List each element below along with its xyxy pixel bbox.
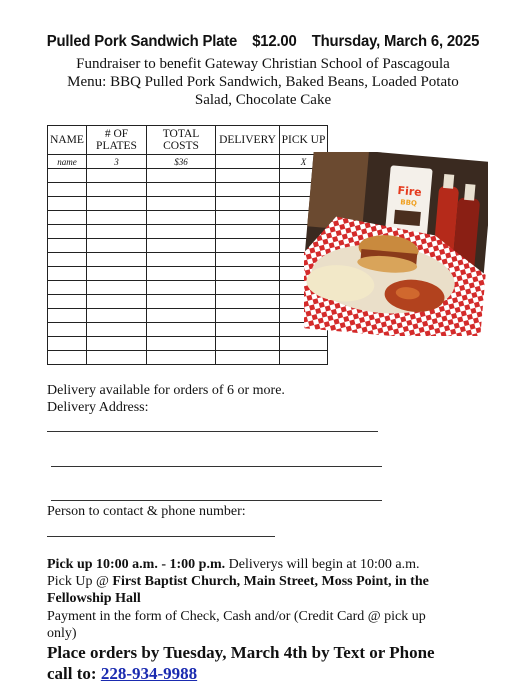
blank-order-row bbox=[48, 337, 328, 351]
col-name-header: NAME bbox=[48, 126, 87, 155]
order-cell[interactable] bbox=[216, 323, 280, 337]
item-name: Pulled Pork Sandwich Plate bbox=[46, 33, 238, 50]
delivery-available: Delivery available for orders of 6 or more. bbox=[47, 383, 285, 398]
blank-order-row bbox=[48, 183, 328, 197]
order-cell[interactable] bbox=[87, 169, 147, 183]
order-cell[interactable] bbox=[147, 281, 216, 295]
order-cell[interactable] bbox=[48, 239, 87, 253]
order-cell[interactable] bbox=[147, 197, 216, 211]
address-line-2[interactable] bbox=[51, 466, 382, 467]
blank-order-row bbox=[48, 267, 328, 281]
col-total-header: TOTAL COSTS bbox=[147, 126, 216, 155]
order-cell[interactable] bbox=[216, 337, 280, 351]
order-cell[interactable] bbox=[216, 197, 280, 211]
order-cell[interactable] bbox=[147, 183, 216, 197]
order-table bbox=[47, 125, 328, 365]
order-cell[interactable] bbox=[48, 225, 87, 239]
blank-order-row bbox=[48, 197, 328, 211]
flyer-title bbox=[18, 33, 507, 51]
order-cell[interactable] bbox=[87, 183, 147, 197]
order-cell[interactable] bbox=[216, 169, 280, 183]
address-line-1[interactable] bbox=[47, 431, 378, 432]
order-cell[interactable] bbox=[87, 281, 147, 295]
payment-line-2: only) bbox=[47, 626, 77, 641]
order-cell[interactable] bbox=[147, 211, 216, 225]
phone-link[interactable]: 228-934-9988 bbox=[100, 664, 198, 683]
order-cell[interactable] bbox=[87, 197, 147, 211]
order-cell[interactable] bbox=[216, 267, 280, 281]
order-cell[interactable] bbox=[48, 183, 87, 197]
blank-order-row bbox=[48, 253, 328, 267]
blank-order-row bbox=[48, 169, 328, 183]
pickup-time-line bbox=[47, 556, 420, 573]
contact-label: Person to contact & phone number: bbox=[47, 504, 246, 519]
order-cell[interactable] bbox=[87, 309, 147, 323]
order-cell[interactable] bbox=[87, 239, 147, 253]
example-pickup: X bbox=[280, 155, 328, 169]
order-cell[interactable] bbox=[147, 295, 216, 309]
order-cell[interactable] bbox=[87, 323, 147, 337]
delivery-address-label: Delivery Address: bbox=[47, 400, 149, 415]
order-cell[interactable] bbox=[87, 211, 147, 225]
col-plates-header: # OF PLATES bbox=[87, 126, 147, 155]
contact-line[interactable] bbox=[47, 536, 275, 537]
order-cell[interactable] bbox=[48, 309, 87, 323]
order-cell[interactable] bbox=[216, 351, 280, 365]
order-cell[interactable] bbox=[87, 337, 147, 351]
example-name: name bbox=[48, 155, 87, 169]
order-cell[interactable] bbox=[147, 225, 216, 239]
blank-order-row bbox=[48, 323, 328, 337]
order-cell[interactable] bbox=[48, 281, 87, 295]
order-cell[interactable] bbox=[216, 281, 280, 295]
delivery-start: Deliverys will begin at 10:00 a.m. bbox=[225, 557, 420, 572]
order-cell[interactable] bbox=[216, 295, 280, 309]
order-cell[interactable] bbox=[48, 169, 87, 183]
order-cell[interactable] bbox=[87, 351, 147, 365]
blank-order-row bbox=[48, 225, 328, 239]
menu-line-1: Menu: BBQ Pulled Pork Sandwich, Baked Beans, Loaded Potato bbox=[67, 74, 459, 90]
order-cell[interactable] bbox=[216, 211, 280, 225]
pickup-location: First Baptist Church, Main Street, Moss Point, in the bbox=[112, 574, 429, 589]
order-cell[interactable] bbox=[48, 323, 87, 337]
address-line-3[interactable] bbox=[51, 500, 382, 501]
fundraiser-line: Fundraiser to benefit Gateway Christian School of Pascagoula bbox=[76, 56, 450, 72]
order-cell[interactable] bbox=[87, 253, 147, 267]
order-cell[interactable] bbox=[147, 351, 216, 365]
order-cell[interactable] bbox=[216, 309, 280, 323]
order-cell[interactable] bbox=[48, 253, 87, 267]
blank-order-row bbox=[48, 281, 328, 295]
order-cell[interactable] bbox=[48, 267, 87, 281]
pickup-location-2: Fellowship Hall bbox=[47, 591, 141, 606]
call-to-label: call to: bbox=[47, 664, 101, 683]
col-delivery-header: DELIVERY bbox=[216, 126, 280, 155]
order-cell[interactable] bbox=[147, 337, 216, 351]
pickup-prefix: Pick Up @ bbox=[47, 574, 113, 589]
order-cell[interactable] bbox=[48, 351, 87, 365]
bbq-plate-photo bbox=[304, 152, 488, 336]
table-header-row bbox=[48, 126, 328, 155]
order-cell[interactable] bbox=[147, 309, 216, 323]
order-cell[interactable] bbox=[48, 337, 87, 351]
col-pickup-header: PICK UP bbox=[280, 126, 328, 155]
order-cell[interactable] bbox=[48, 211, 87, 225]
example-total: $36 bbox=[147, 155, 216, 169]
order-cell[interactable] bbox=[216, 225, 280, 239]
order-cell[interactable] bbox=[147, 239, 216, 253]
blank-order-row bbox=[48, 239, 328, 253]
call-line bbox=[47, 663, 197, 685]
order-cell[interactable] bbox=[87, 225, 147, 239]
order-cell[interactable] bbox=[280, 337, 328, 351]
sign-brand: Fire bbox=[397, 183, 423, 200]
item-price: $12.00 bbox=[252, 33, 297, 50]
order-cell[interactable] bbox=[280, 351, 328, 365]
order-cell[interactable] bbox=[216, 183, 280, 197]
example-delivery bbox=[216, 155, 280, 169]
blank-order-row bbox=[48, 309, 328, 323]
pickup-location-line bbox=[47, 573, 429, 590]
event-date: Thursday, March 6, 2025 bbox=[311, 33, 480, 50]
order-cell[interactable] bbox=[87, 295, 147, 309]
blank-order-row bbox=[48, 295, 328, 309]
menu-line-2: Salad, Chocolate Cake bbox=[194, 92, 332, 108]
sign-brand-2: BBQ bbox=[399, 198, 418, 208]
pickup-time: Pick up 10:00 a.m. - 1:00 p.m. bbox=[47, 557, 226, 572]
example-plates: 3 bbox=[87, 155, 147, 169]
blank-order-row bbox=[48, 351, 328, 365]
example-row bbox=[48, 155, 328, 169]
blank-order-row bbox=[48, 211, 328, 225]
order-cell[interactable] bbox=[48, 197, 87, 211]
order-cell[interactable] bbox=[147, 253, 216, 267]
order-cell[interactable] bbox=[48, 295, 87, 309]
order-cell[interactable] bbox=[216, 253, 280, 267]
payment-line-1: Payment in the form of Check, Cash and/or (Credit Card @ pick up bbox=[47, 609, 426, 624]
order-cell[interactable] bbox=[87, 267, 147, 281]
order-cell[interactable] bbox=[147, 169, 216, 183]
order-cell[interactable] bbox=[147, 323, 216, 337]
order-cell[interactable] bbox=[216, 239, 280, 253]
orders-deadline: Place orders by Tuesday, March 4th by Text or Phone bbox=[47, 643, 435, 662]
order-cell[interactable] bbox=[147, 267, 216, 281]
